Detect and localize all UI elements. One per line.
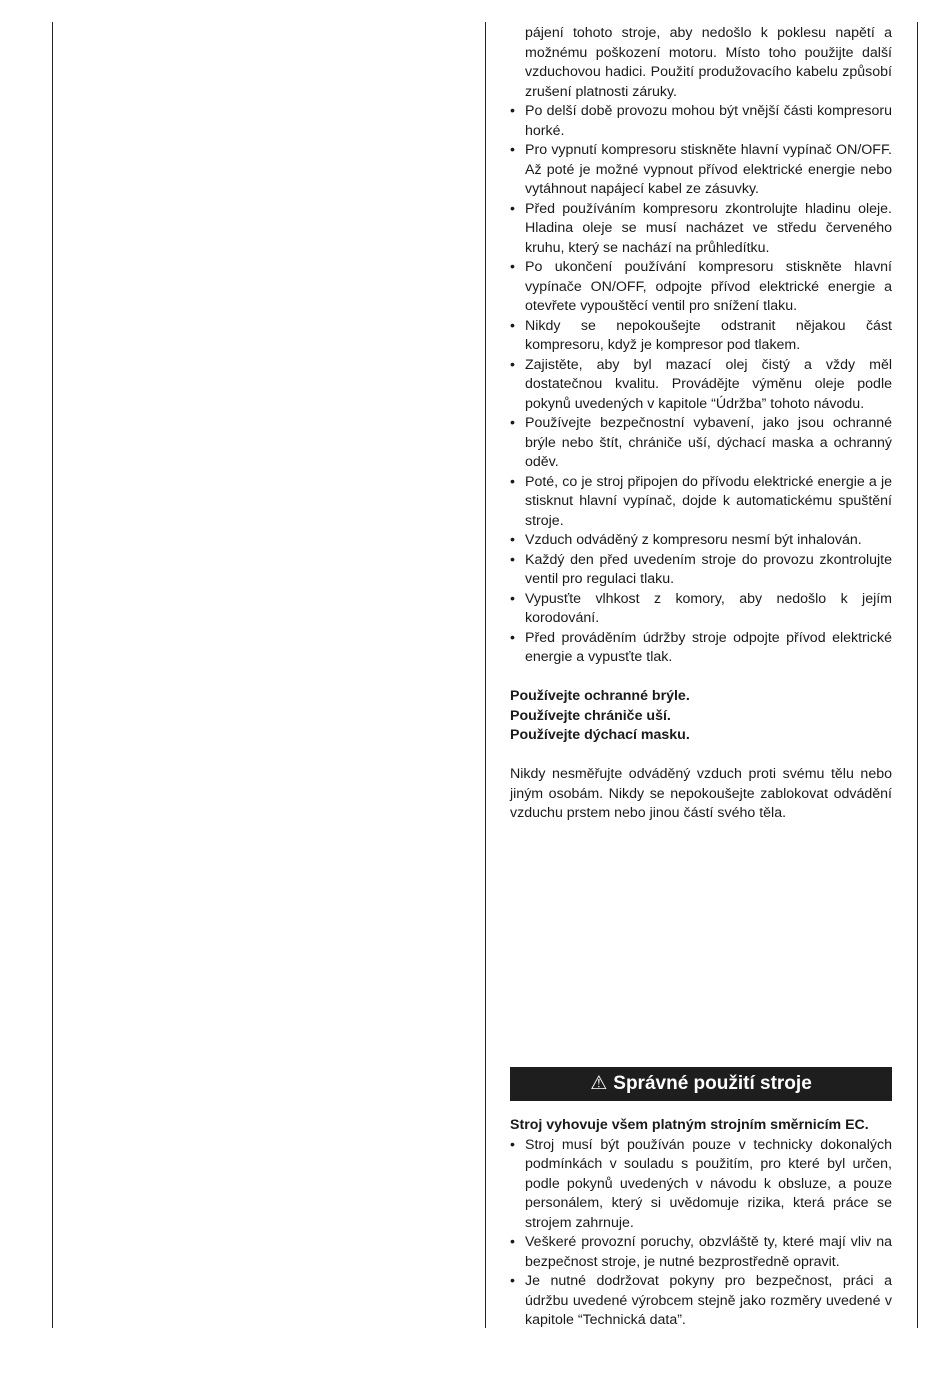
left-column-rule — [52, 22, 53, 1328]
bullet-text: Pro vypnutí kompresoru stiskněte hlavní vypínač ON/OFF. Až poté je možné vypnout přívod elektrické energie nebo vytáhnout napájecí kabel ze zásuvky. — [525, 142, 892, 197]
bullet-marker: • — [510, 142, 515, 158]
bullet-text: Po ukončení používání kompresoru stiskněte hlavní vypínače ON/OFF, odpojte přívod elektrické energie a otevřete vypouštěcí ventil pro snížení tlaku. — [525, 259, 892, 314]
bullet-item — [510, 1272, 892, 1331]
safety-instructions-continued — [510, 24, 892, 824]
bullet-marker: • — [510, 629, 515, 646]
bullet-marker: • — [510, 1234, 515, 1250]
bullet-text: Vzduch odváděný z kompresoru nesmí být inhalován. — [525, 532, 862, 548]
bullet-text: Každý den před uvedením stroje do provozu zkontrolujte ventil pro regulaci tlaku. — [525, 551, 892, 587]
bullet-text: Je nutné dodržovat pokyny pro bezpečnost, práci a údržbu uvedené výrobcem stejně jako rozměry uvedené v kapitole “Technická data”. — [525, 1273, 892, 1328]
proper-use-intro: Stroj vyhovuje všem platným strojním směrnicím EC. — [510, 1117, 869, 1133]
bullet-text: Veškeré provozní poruchy, obzvláště ty, které mají vliv na bezpečnost stroje, je nutné bezprostředně opravit. — [525, 1234, 892, 1270]
bullet-marker: • — [510, 473, 515, 490]
center-column-rule — [485, 22, 486, 1328]
section-header-proper-use — [510, 1067, 892, 1101]
bullet-marker: • — [510, 1136, 515, 1153]
bullet-marker: • — [510, 356, 515, 373]
bullet-item — [510, 551, 892, 590]
bullet-marker: • — [510, 551, 515, 568]
proper-use-section — [510, 1067, 892, 1331]
bullet-item — [510, 531, 892, 551]
bullet-marker: • — [510, 103, 515, 119]
bullet-text: Stroj musí být používán pouze v technicky dokonalých podmínkách v souladu s použitím, pro které byl určen, podle pokynů uvedených v návodu k obsluze, a pouze personálem, který si uvědomuje rizika, která práce se strojem zahrnuje. — [525, 1136, 892, 1231]
bullet-text: Po delší době provozu mohou být vnější části kompresoru horké. — [525, 103, 892, 139]
bullet-text: Zajistěte, aby byl mazací olej čistý a vždy měl dostatečnou kvalitu. Provádějte výměnu oleje podle pokynů uvedených v kapitole “Údržba” tohoto návodu. — [525, 356, 892, 412]
section-title: Správné použití stroje — [613, 1073, 812, 1095]
bullet-marker: • — [510, 1273, 515, 1289]
bullet-item — [510, 356, 892, 415]
bullet-marker: • — [510, 317, 515, 334]
warning-line-glasses: Používejte ochranné brýle. — [510, 688, 690, 704]
bullet-text: Poté, co je stroj připojen do přívodu elektrické energie a je stisknut hlavní vypínač, dojde k automatickému spuštění stroje. — [525, 473, 892, 529]
right-column-rule — [917, 22, 918, 1328]
bullet-item — [510, 473, 892, 532]
spacer — [510, 746, 892, 766]
warning-line-breathing-mask: Používejte dýchací masku. — [510, 727, 690, 743]
bullet-marker: • — [510, 415, 515, 431]
bullet-item — [510, 1233, 892, 1272]
safety-bullet-list — [510, 102, 892, 668]
continuation-text: pájení tohoto stroje, aby nedošlo k poklesu napětí a možnému poškození motoru. Místo toho použijte další vzduchovou hadici. Použití produžovacího kabelu způsobí zrušení platnosti záruky. — [525, 25, 892, 100]
bullet-item — [510, 141, 892, 200]
closing-paragraph: Nikdy nesměřujte odváděný vzduch proti svému tělu nebo jiným osobám. Nikdy se nepokoušejte zablokovat odvádění vzduchu prstem nebo jinou částí svého těla. — [510, 766, 892, 821]
bullet-item — [510, 590, 892, 629]
bullet-text: Používejte bezpečnostní vybavení, jako jsou ochranné brýle nebo štít, chrániče uší, dýchací maska a ochranný oděv. — [525, 415, 892, 470]
bullet-item — [510, 102, 892, 141]
bullet-item — [510, 414, 892, 473]
bullet-item — [510, 200, 892, 259]
bullet-text: Před používáním kompresoru zkontrolujte hladinu oleje. Hladina oleje se musí nacházet ve středu červeného kruhu, který se nachází na průhledítku. — [525, 200, 892, 256]
proper-use-bullet-list — [510, 1136, 892, 1331]
bullet-text: Vypusťte vlhkost z komory, aby nedošlo k jejím korodování. — [525, 590, 892, 626]
bullet-marker: • — [510, 200, 515, 217]
bullet-marker: • — [510, 590, 515, 607]
bullet-text: Nikdy se nepokoušejte odstranit nějakou část kompresoru, když je kompresor pod tlakem. — [525, 317, 892, 353]
spacer — [510, 668, 892, 688]
bullet-item — [510, 317, 892, 356]
warning-line-ear-protection: Používejte chrániče uší. — [510, 707, 671, 724]
bullet-text: Před prováděním údržby stroje odpojte přívod elektrické energie a vypusťte tlak. — [525, 629, 892, 665]
bullet-marker: • — [510, 259, 515, 275]
warning-triangle-icon: ⚠ — [590, 1073, 608, 1095]
bullet-item — [510, 629, 892, 668]
bullet-marker: • — [510, 532, 515, 548]
bullet-item — [510, 1136, 892, 1234]
bullet-item — [510, 258, 892, 317]
